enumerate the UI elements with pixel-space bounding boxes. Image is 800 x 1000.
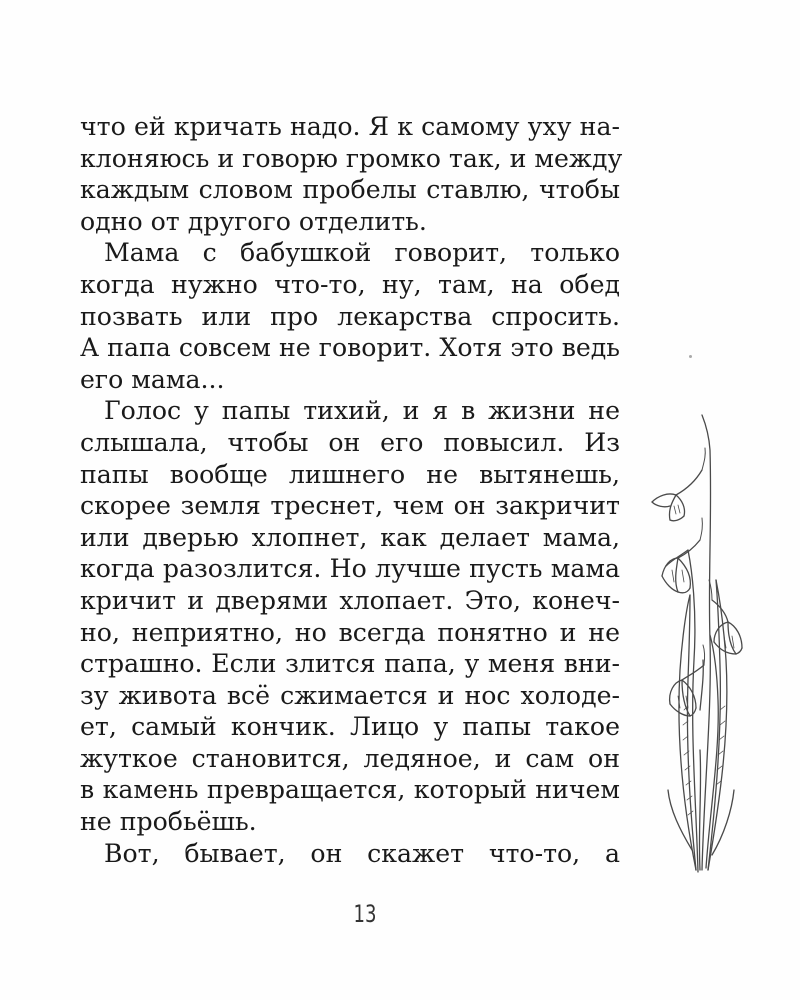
petal: [714, 622, 728, 642]
text-line: зу живота всё сжимается и нос холоде-: [80, 680, 620, 710]
page-number: 13: [353, 900, 377, 928]
text-line: скорее земля треснет, чем он закричит: [80, 491, 620, 521]
text-line: в камень превращается, который ничем: [80, 775, 620, 805]
spathe: [702, 448, 705, 470]
petal: [678, 558, 690, 588]
paragraph: [80, 395, 620, 837]
body-text: [80, 111, 623, 869]
text-line: или дверью хлопнет, как делает мама,: [80, 522, 620, 552]
text-line: жуткое становится, ледяное, и сам он: [80, 743, 620, 773]
text-line: Голос у папы тихий, и я в жизни не: [104, 396, 620, 426]
text-line: страшно. Если злится папа, у меня вни-: [80, 649, 620, 679]
petal-detail: [674, 505, 680, 514]
petal-detail: [672, 570, 684, 582]
text-line: А папа совсем не говорит. Хотя это ведь: [80, 333, 620, 363]
text-line: позвать или про лекарства спросить.: [80, 301, 620, 331]
text-line: клоняюсь и говорю громко так, и между: [80, 143, 623, 173]
spathe: [700, 518, 702, 540]
petal: [678, 588, 690, 593]
text-line: одно от другого отделить.: [80, 206, 427, 236]
petal: [670, 516, 684, 521]
text-line: когда разозлится. Но лучше пусть мама: [80, 554, 620, 584]
flower-stalk: [676, 470, 702, 495]
text-line: ет, самый кончик. Лицо у папы такое: [80, 712, 620, 742]
petal: [670, 680, 682, 704]
ink-speck: [689, 355, 692, 358]
text-line: когда нужно что-то, ну, там, на обед: [80, 269, 620, 299]
text-line: Вот, бывает, он скажет что-то, а: [104, 838, 620, 868]
petal: [736, 648, 742, 654]
text-line: папы вообще лишнего не вытянешь,: [80, 459, 620, 489]
text-line: но, неприятно, но всегда понятно и не: [80, 617, 620, 647]
paragraph: [80, 111, 623, 237]
leaf: [699, 750, 700, 870]
petal: [676, 558, 678, 592]
stem: [702, 415, 711, 870]
petal: [669, 495, 676, 520]
paragraph: [80, 237, 620, 395]
petal: [682, 680, 696, 708]
text-line: его мама...: [80, 364, 225, 394]
petal: [728, 622, 742, 648]
petal: [652, 502, 670, 507]
text-line: кричит и дверями хлопает. Это, конеч-: [80, 585, 620, 615]
snowdrop-illustration-icon: [640, 410, 760, 880]
text-line: Мама с бабушкой говорит, только: [104, 238, 620, 268]
text-line: слышала, чтобы он его повысил. Из: [80, 427, 620, 457]
snowdrop-flowers-drawing: [640, 410, 760, 880]
text-line: не пробьёшь.: [80, 807, 257, 837]
paragraph: [80, 838, 620, 870]
text-line: каждым словом пробелы ставлю, чтобы: [80, 175, 620, 205]
text-line: что ей кричать надо. Я к самому уху на-: [80, 112, 620, 141]
